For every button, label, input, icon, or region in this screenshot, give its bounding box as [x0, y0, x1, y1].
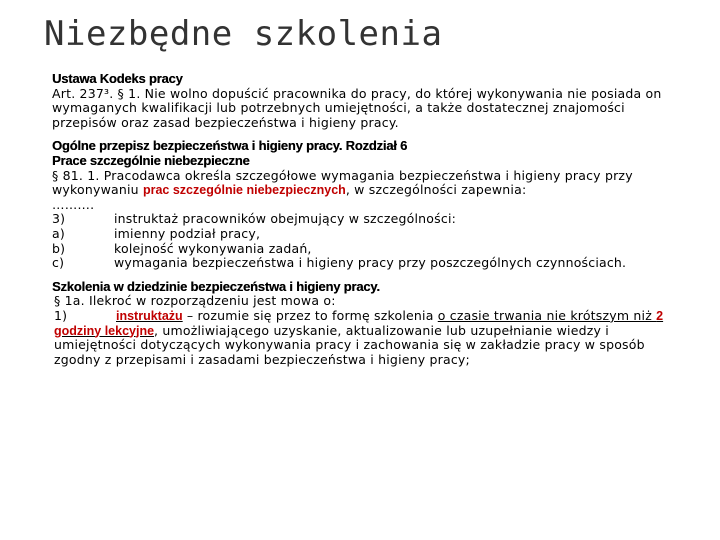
section-heading: Szkolenia w dziedzinie bezpieczeństwa i higieny pracy. [52, 278, 380, 294]
section-heading: Ogólne przepisz bezpieczeństwa i higieny pracy. Rozdział 6 [52, 138, 408, 154]
section-prace-niebezpieczne [52, 139, 680, 270]
paragraph-1a: § 1a. Ilekroć w rozporządzeniu jest mowa o: [54, 293, 336, 309]
slide-title: Niezbędne szkolenia [44, 14, 443, 54]
highlighted-term: prac szczególnie niebezpiecznych [142, 183, 346, 198]
underlined-text: o czasie trwania nie krótszym niż [437, 307, 657, 323]
paragraph-text: , w szczególności zapewnia: [345, 182, 527, 198]
article-text: Art. 237³. § 1. Nie wolno dopuścić pracownika do pracy, do której wykonywania nie posiada on wymaganych kwalifikacji lub potrzebnych umiejętności, a także dostatecznej znajomości przepisów oraz zasad bezpieczeństwa i higieny pracy. [52, 85, 662, 130]
list-item [52, 242, 680, 257]
item-text: instruktaż pracowników obejmujący w szczególności: [114, 211, 457, 227]
paragraph-81 [52, 169, 680, 198]
item-text: imienny podział pracy, [114, 225, 261, 241]
item-label: c) [52, 255, 65, 271]
slide-body [52, 72, 680, 376]
definition-instruktaz [54, 309, 680, 367]
section-kodeks-pracy [52, 72, 680, 130]
definition-text: – rozumie się przez to formę szkolenia [182, 307, 438, 323]
item-label: a) [52, 225, 65, 241]
item-text: wymagania bezpieczeństwa i higieny pracy przy poszczególnych czynnościach. [114, 255, 627, 271]
item-label: 3) [52, 211, 66, 227]
list-item [52, 256, 680, 271]
section-szkolenia-bhp [52, 280, 680, 368]
item-text: kolejność wykonywania zadań, [114, 240, 312, 256]
paragraph-text: § 81. 1. Pracodawca określa szczegółowe wymagania bezpieczeństwa i higieny pracy przy wykonywaniu [52, 167, 633, 198]
list-item [52, 227, 680, 242]
section-heading: Ustawa Kodeks pracy [52, 71, 183, 86]
item-label: b) [52, 240, 66, 256]
item-label: 1) [54, 307, 68, 323]
highlighted-term: 2 godziny lekcyjne [54, 308, 664, 338]
list-item [52, 212, 680, 227]
highlighted-term: instruktażu [116, 308, 183, 323]
definition-text: , umożliwiającego uzyskanie, aktualizowanie lub uzupełnianie wiedzy i umiejętności dotyczących wykonywania pracy i zachowania się w zakładzie pracy w sposób zgodny z przepisami i zasadami bezpieczeństwa i higieny pracy; [54, 322, 645, 367]
section-subheading: Prace szczególnie niebezpieczne [52, 152, 250, 168]
ellipsis: ………. [52, 196, 95, 212]
